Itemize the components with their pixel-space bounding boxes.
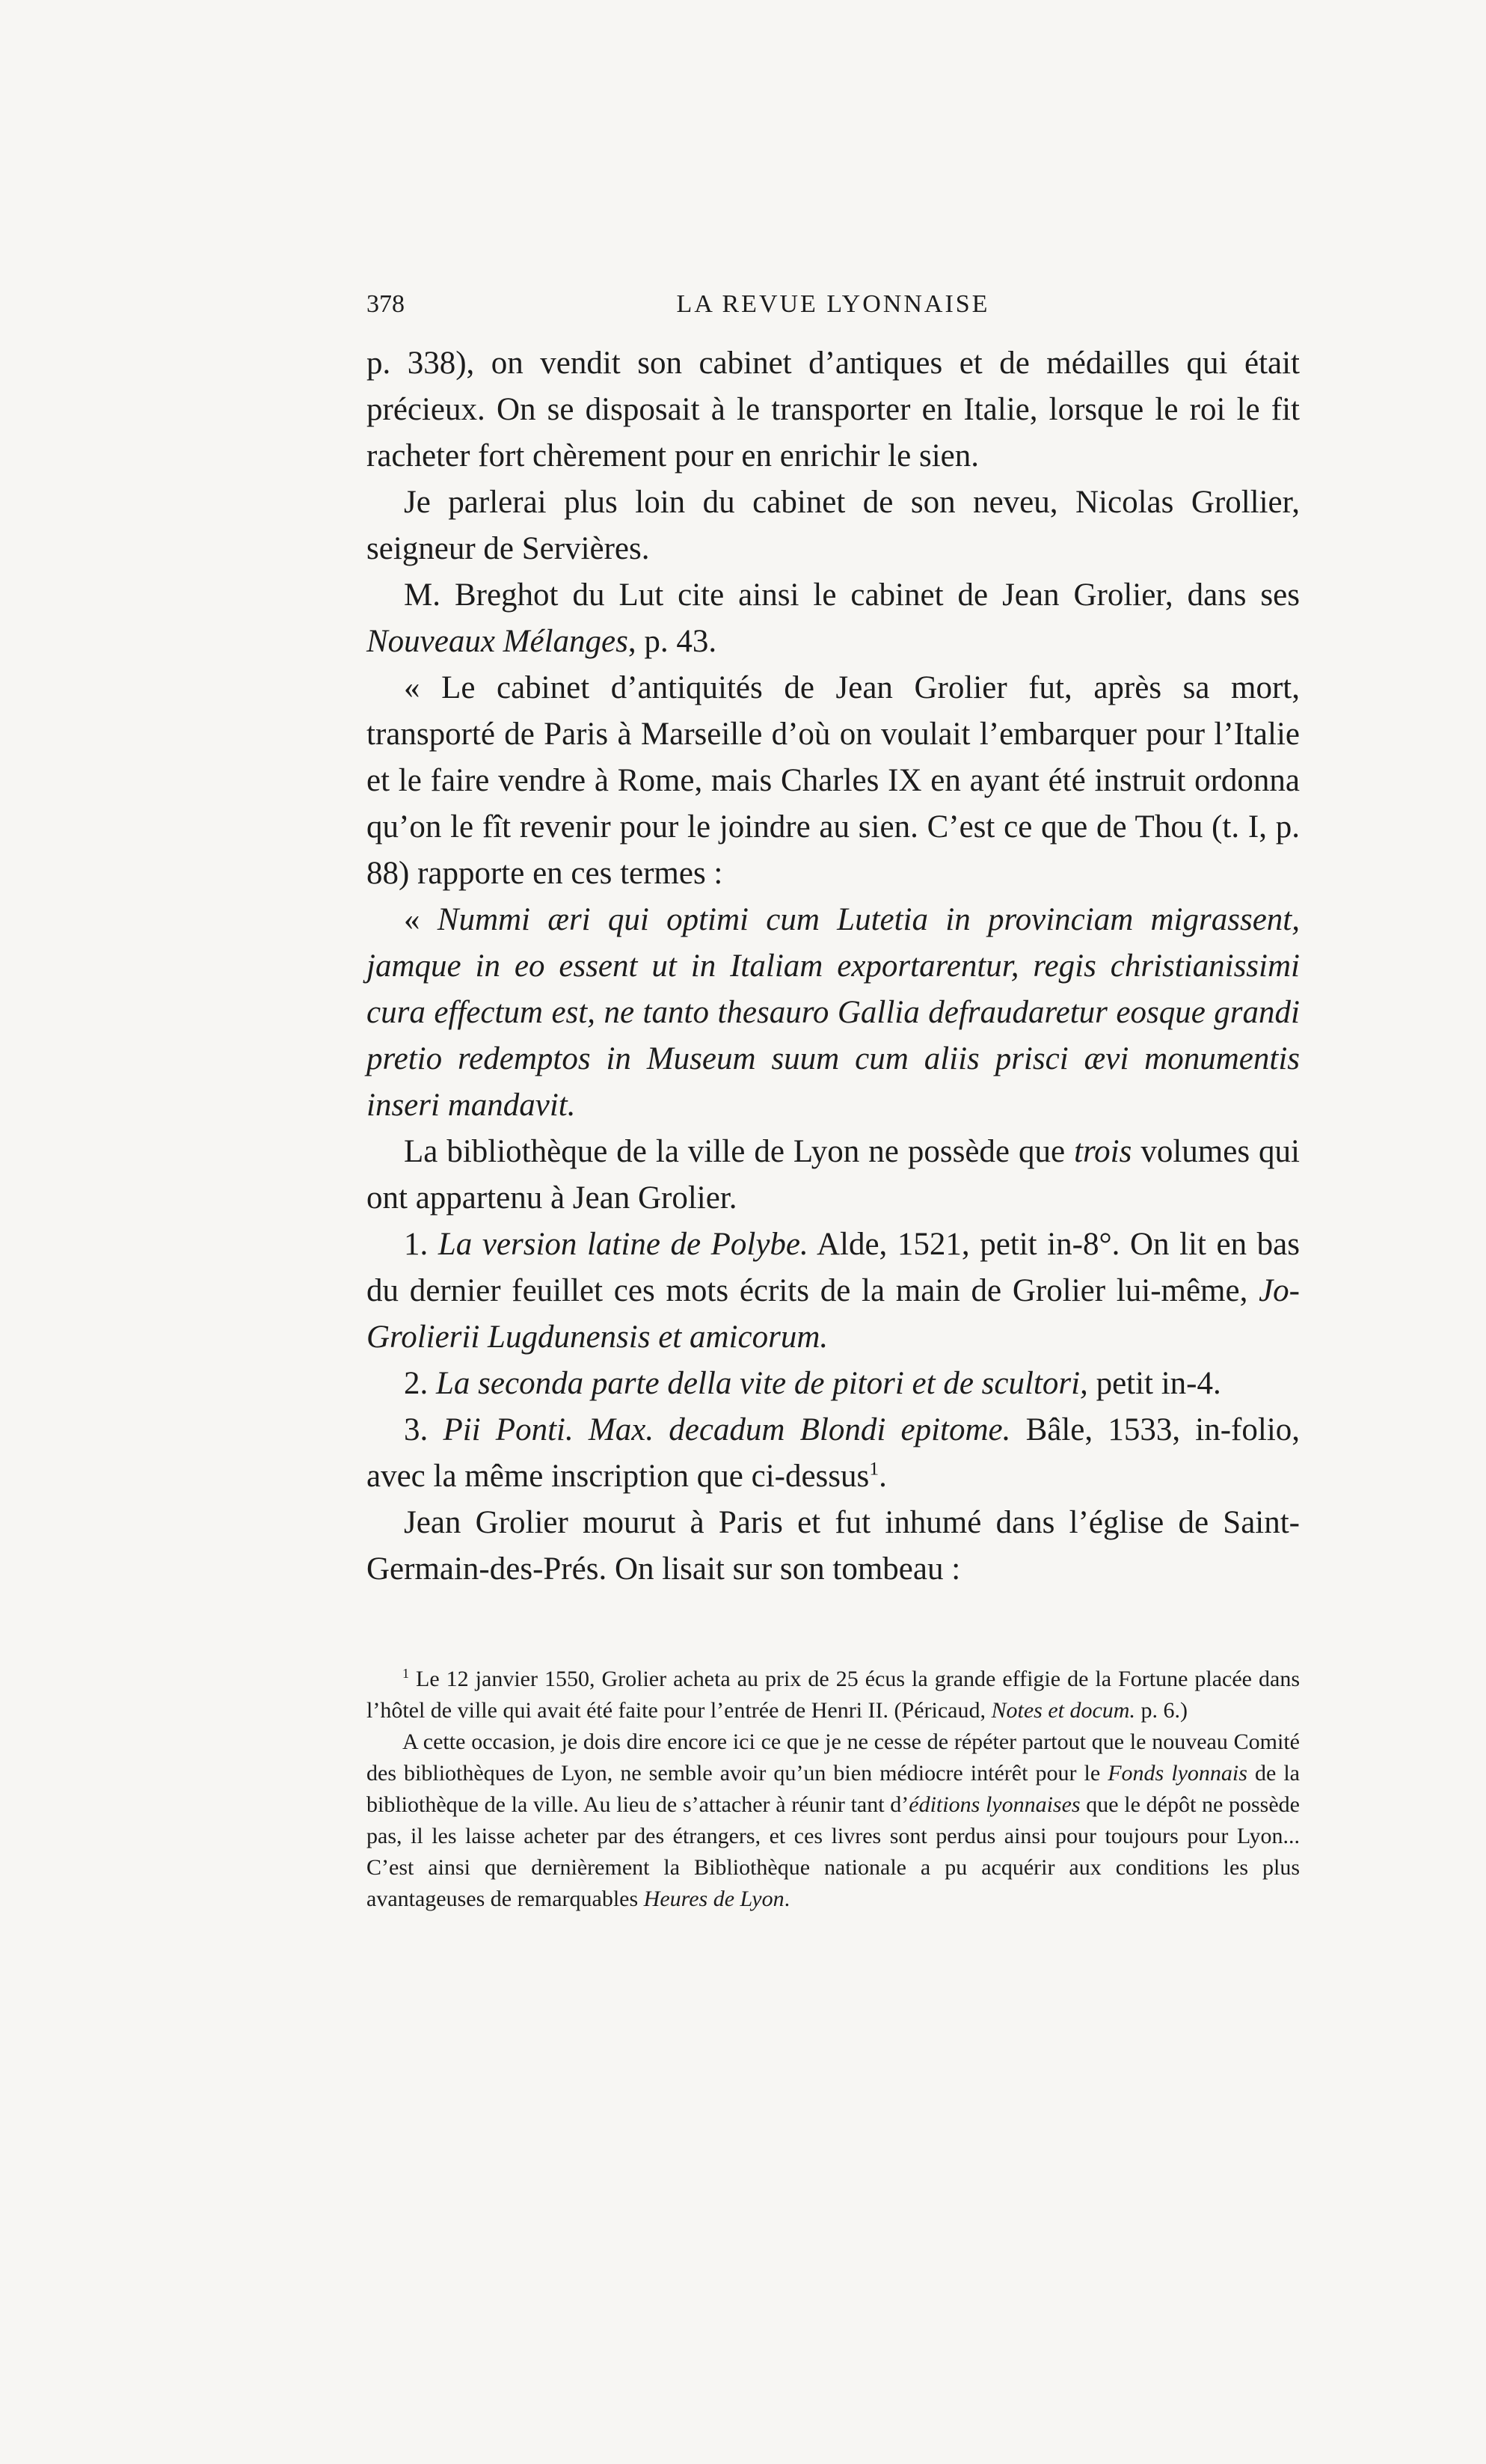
book-title: Nouveaux Mélanges xyxy=(366,624,628,659)
footnote xyxy=(366,1664,1300,1726)
paragraph xyxy=(366,572,1300,665)
footnote-text: A cette occasion, je dois dire encore ici ce que je ne cesse de répéter partout que le nouveau Comité des bibliothèques de Lyon, ne semble avoir qu’un bien médiocre intérêt pour le xyxy=(366,1729,1300,1786)
footnote-text: que le dépôt ne possède pas, il les laisse acheter par des étrangers, et ces livres sont perdus ainsi pour toujours pour Lyon... C’est ainsi que dernièrement la Bibliothèque nationale a pu acquérir aux conditions les plus avantageuses de remarquables xyxy=(366,1792,1300,1911)
page-number: 378 xyxy=(366,290,405,318)
inscription: Jo-Grolierii Lugdunensis et amicorum. xyxy=(366,1273,1300,1355)
footnote-text: p. 6.) xyxy=(1135,1698,1188,1723)
footnote-text: Le 12 janvier 1550, Grolier acheta au prix de 25 écus la grande effigie de la Fortune placée dans l’hôtel de ville qui avait été faite pour l’entrée de Henri II. (Péricaud, xyxy=(366,1667,1300,1723)
paragraph-text: Jean Grolier mourut à Paris et fut inhumé dans l’église de Saint-Germain-des-Prés. On lisait sur son tombeau : xyxy=(366,1505,1300,1587)
paragraph-text: Bâle, 1533, in-folio, avec la même inscription que ci-dessus xyxy=(366,1412,1301,1494)
list-number: 3. xyxy=(404,1412,443,1447)
book-title: La version latine de Polybe. xyxy=(437,1227,808,1262)
paragraph-text: La bibliothèque de la ville de Lyon ne possède que xyxy=(404,1134,1075,1169)
book-title: La seconda parte della vite de pitori et de scultori, xyxy=(436,1366,1088,1401)
paragraph xyxy=(366,1500,1300,1593)
paragraph-text: . xyxy=(879,1459,887,1494)
paragraph-text: , p. 43. xyxy=(627,624,717,659)
page-header xyxy=(366,290,1300,335)
footnote-text: . xyxy=(784,1887,790,1911)
paragraph-text: Je parlerai plus loin du cabinet de son neveu, Nicolas Grollier, seigneur de Servières. xyxy=(366,485,1300,566)
paragraph xyxy=(366,1129,1300,1222)
book-title: Pii Ponti. Max. decadum Blondi epitome. xyxy=(443,1412,1011,1447)
footnotes xyxy=(366,1664,1300,1915)
paragraph-text: « Le cabinet d’antiquités de Jean Grolier fut, après sa mort, transporté de Paris à Marseille d’où on voulait l’embarquer pour l’Italie et le faire vendre à Rome, mais Charles IX en ayant été instruit ordonna qu’on le fît revenir pour le joindre au sien. C’est ce que de Thou (t. I, p. 88) rapporte en ces termes : xyxy=(366,670,1300,891)
paragraph xyxy=(366,479,1300,572)
paragraph-text: Alde, 1521, petit in-8°. On lit en bas du dernier feuillet ces mots écrits de la main de Grolier lui-même, xyxy=(366,1227,1300,1308)
book-title: Notes et docum. xyxy=(991,1698,1135,1723)
list-item xyxy=(366,1222,1300,1361)
emphasis: trois xyxy=(1074,1134,1132,1169)
paragraph-text: volumes qui ont appartenu à Jean Grolier. xyxy=(366,1134,1300,1216)
main-text xyxy=(366,340,1300,1593)
list-number: 1. xyxy=(404,1227,438,1262)
emphasis: Fonds lyonnais xyxy=(1108,1761,1247,1786)
list-number: 2. xyxy=(404,1366,436,1401)
paragraph-text: M. Breghot du Lut cite ainsi le cabinet de Jean Grolier, dans ses xyxy=(404,577,1300,613)
footnote-number: 1 xyxy=(402,1666,409,1681)
paragraph-text: petit in-4. xyxy=(1087,1366,1221,1401)
latin-text: Nummi æri qui optimi cum Lutetia in provinciam migrassent, jamque in eo essent ut in Italiam exportarentur, regis christianissimi cura effectum est, ne tanto thesauro Gallia defraudaretur eosque grandi pretio redemptos in Museum suum cum aliis prisci ævi monumentis inseri mandavit. xyxy=(366,902,1300,1123)
quote-mark: « xyxy=(404,902,437,937)
footnote-marker: 1 xyxy=(869,1457,879,1480)
book-title: Heures de Lyon xyxy=(643,1887,785,1911)
list-item xyxy=(366,1361,1300,1407)
footnote-continuation xyxy=(366,1726,1300,1915)
list-item xyxy=(366,1407,1300,1500)
footnote-text: de la bibliothèque de la ville. Au lieu de s’attacher à réunir tant d’ xyxy=(366,1761,1300,1817)
emphasis: éditions lyonnaises xyxy=(909,1792,1081,1817)
paragraph-text: p. 338), on vendit son cabinet d’antiques et de médailles qui était précieux. On se disposait à le transporter en Italie, lorsque le roi le fit racheter fort chèrement pour en enrichir le sien. xyxy=(366,346,1300,474)
paragraph xyxy=(366,340,1300,479)
latin-quotation xyxy=(366,897,1300,1129)
running-title: LA REVUE LYONNAISE xyxy=(676,290,990,318)
quotation-paragraph xyxy=(366,665,1300,897)
